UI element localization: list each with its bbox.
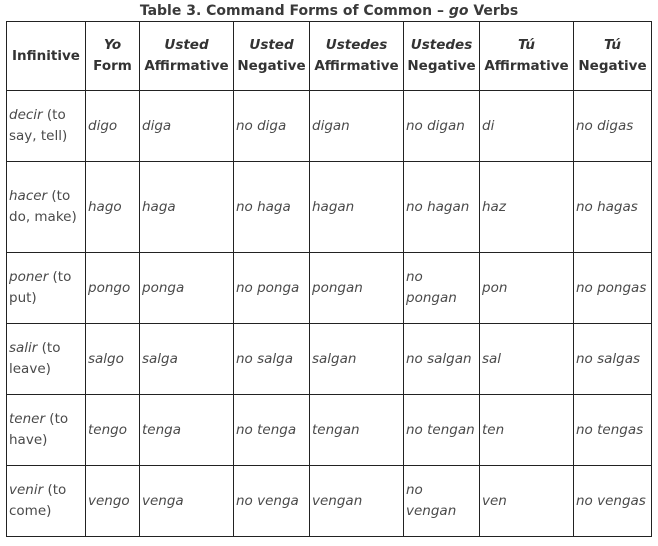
infinitive-cell: poner (to put) (7, 253, 86, 324)
usted-negative-cell: no venga (234, 466, 310, 537)
ustedes-affirmative-cell: vengan (310, 466, 404, 537)
usted-negative-cell: no tenga (234, 395, 310, 466)
ustedes-affirmative-cell: salgan (310, 324, 404, 395)
header-ustedes-affirmative: Ustedes Affirmative (310, 22, 404, 91)
infinitive-cell: decir (to say, tell) (7, 91, 86, 162)
usted-negative-cell: no salga (234, 324, 310, 395)
tu-negative-cell: no pongas (574, 253, 652, 324)
ustedes-negative-cell: no salgan (404, 324, 480, 395)
ustedes-negative-cell: no pongan (404, 253, 480, 324)
ustedes-affirmative-cell: digan (310, 91, 404, 162)
header-row (7, 22, 652, 91)
ustedes-negative-cell: no vengan (404, 466, 480, 537)
header-tu-affirmative: Tú Affirmative (480, 22, 574, 91)
tu-affirmative-cell: ven (480, 466, 574, 537)
table-row (7, 162, 652, 253)
usted-affirmative-cell: venga (140, 466, 234, 537)
tu-negative-cell: no hagas (574, 162, 652, 253)
usted-affirmative-cell: ponga (140, 253, 234, 324)
table-row (7, 395, 652, 466)
usted-affirmative-cell: tenga (140, 395, 234, 466)
usted-negative-cell: no diga (234, 91, 310, 162)
header-usted-negative: Usted Negative (234, 22, 310, 91)
header-ustedes-negative: Ustedes Negative (404, 22, 480, 91)
yo-form-cell: tengo (86, 395, 140, 466)
tu-affirmative-cell: haz (480, 162, 574, 253)
table-row (7, 253, 652, 324)
tu-negative-cell: no salgas (574, 324, 652, 395)
header-tu-negative: Tú Negative (574, 22, 652, 91)
usted-affirmative-cell: salga (140, 324, 234, 395)
ustedes-affirmative-cell: pongan (310, 253, 404, 324)
ustedes-negative-cell: no digan (404, 91, 480, 162)
infinitive-cell: venir (to come) (7, 466, 86, 537)
caption-italic: go (448, 3, 469, 19)
tu-negative-cell: no digas (574, 91, 652, 162)
table-row (7, 466, 652, 537)
tu-negative-cell: no tengas (574, 395, 652, 466)
usted-affirmative-cell: haga (140, 162, 234, 253)
tu-affirmative-cell: di (480, 91, 574, 162)
yo-form-cell: pongo (86, 253, 140, 324)
usted-negative-cell: no ponga (234, 253, 310, 324)
usted-negative-cell: no haga (234, 162, 310, 253)
caption-suffix: Verbs (468, 3, 519, 19)
table-row (7, 324, 652, 395)
ustedes-negative-cell: no tengan (404, 395, 480, 466)
header-yo-form: Yo Form (86, 22, 140, 91)
infinitive-cell: hacer (to do, make) (7, 162, 86, 253)
infinitive-cell: tener (to have) (7, 395, 86, 466)
ustedes-affirmative-cell: tengan (310, 395, 404, 466)
command-forms-table (6, 21, 652, 537)
tu-negative-cell: no vengas (574, 466, 652, 537)
usted-affirmative-cell: diga (140, 91, 234, 162)
table-row (7, 91, 652, 162)
tu-affirmative-cell: ten (480, 395, 574, 466)
header-infinitive: Infinitive (7, 22, 86, 91)
yo-form-cell: digo (86, 91, 140, 162)
ustedes-negative-cell: no hagan (404, 162, 480, 253)
tu-affirmative-cell: sal (480, 324, 574, 395)
table-caption (0, 1, 658, 21)
yo-form-cell: vengo (86, 466, 140, 537)
infinitive-cell: salir (to leave) (7, 324, 86, 395)
yo-form-cell: salgo (86, 324, 140, 395)
yo-form-cell: hago (86, 162, 140, 253)
ustedes-affirmative-cell: hagan (310, 162, 404, 253)
caption-prefix: Table 3. Command Forms of Common – (139, 3, 449, 19)
tu-affirmative-cell: pon (480, 253, 574, 324)
header-usted-affirmative: Usted Affirmative (140, 22, 234, 91)
